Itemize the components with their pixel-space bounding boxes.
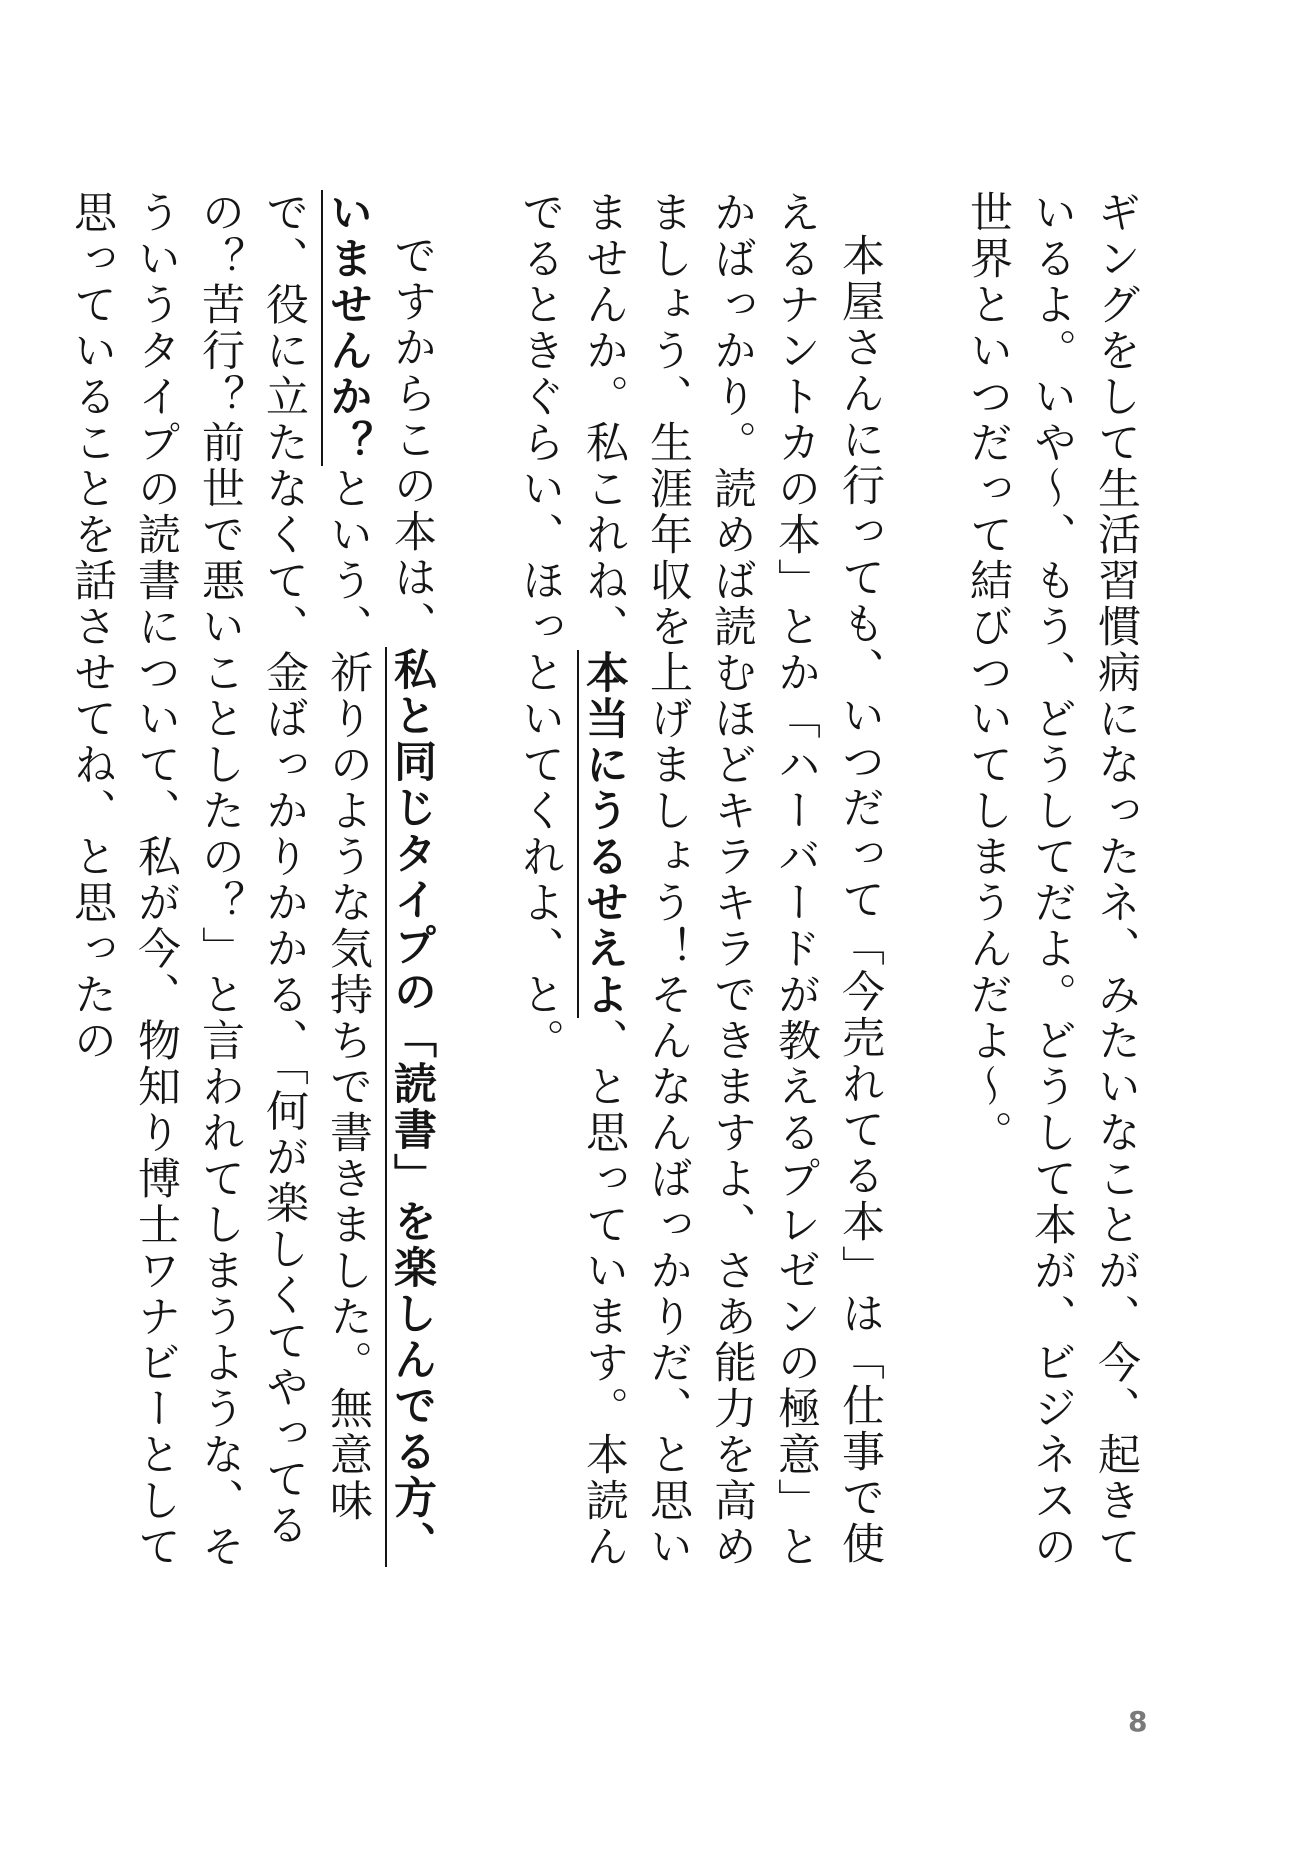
paragraph-3-text-a: ですからこの本は、 — [387, 233, 437, 647]
page-number: 8 — [1128, 1705, 1148, 1738]
paragraph-2-text-a: 本屋さんに行っても、いつだって「今売れてる本」は「仕事で使えるナントカの本」とか「ハーバードが教えるプレゼンの極意」とかばっかり。読めば読むほどキラキラできますよ、さあ能力を高めましょう、生涯年収を上げましょう！そんなんばっかりだ、と思いませんか。私これね、 — [579, 190, 885, 1570]
paragraph-2-text-b: 、と思っています。本読んでるときぐらい、ほっといてくれよ、と。 — [515, 190, 629, 1570]
paragraph-2-emphasis: 本当にうるせえよ — [579, 650, 629, 1018]
paragraph-3-emphasis: 私と同じタイプの「読書」を楽しんでる方、いませんか？ — [323, 190, 437, 1567]
paragraph-1 — [956, 190, 1148, 1570]
paragraph-3-text-b: という、祈りのような気持ちで書きました。無意味で、役に立たなくて、金ばっかりかかる、「何が楽しくてやってるの？苦行？前世で悪いことしたの？」と言われてしまうような、そういうタイプの読書について、私が今、物知り博士ワナビーとして思っていることを話させてね、と思ったの — [67, 190, 373, 1570]
paragraph-3 — [60, 190, 444, 1570]
paragraph-2 — [508, 190, 892, 1570]
paragraph-1-text: ギングをして生活習慣病になったネ、みたいなことが、今、起きているよ。いや〜、もう、どうしてだよ。どうして本が、ビジネスの世界といつだって結びついてしまうんだよ〜。 — [963, 190, 1141, 1570]
vertical-body-text — [60, 190, 1148, 1570]
